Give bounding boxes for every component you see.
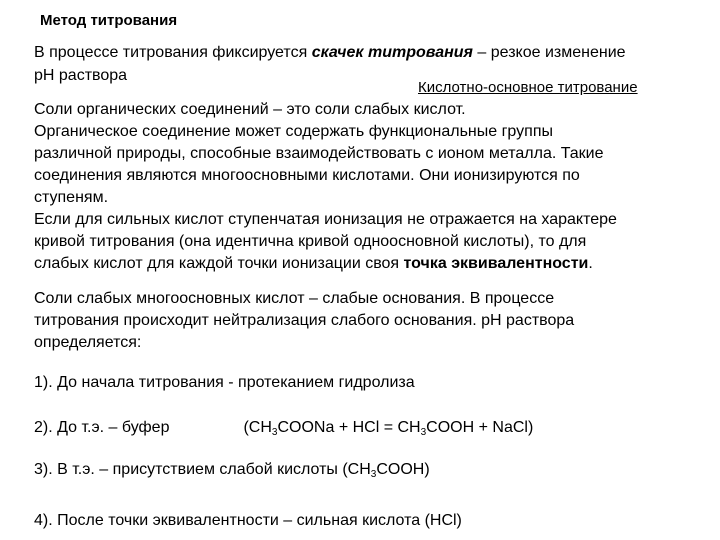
equivalence-point-term: точка эквивалентности	[403, 255, 589, 272]
equation-part: COOH + NaCl)	[426, 419, 534, 436]
section-subtitle: Кислотно-основное титрование	[418, 79, 638, 96]
slide-title: Метод титрования	[40, 12, 178, 29]
paragraph-line	[34, 253, 617, 275]
paragraph-organic-salts	[34, 99, 617, 275]
paragraph-line: определяется:	[34, 334, 142, 351]
equation-part: COONa + HCl = CH	[277, 419, 421, 436]
paragraph-line: соединения являются многоосновными кислотами. Они ионизируются по	[34, 167, 580, 184]
paragraph-line: кривой титрования (она идентична кривой одноосновной кислоты), то для	[34, 233, 587, 250]
paragraph-line: Если для сильных кислот ступенчатая ионизация не отражается на характере	[34, 211, 617, 228]
paragraph-line: Соли органических соединений – это соли слабых кислот.	[34, 101, 466, 118]
list-item-2	[34, 419, 533, 437]
list-item-2-text: 2). До т.э. – буфер	[34, 419, 170, 436]
paragraph-line-end: .	[588, 255, 593, 272]
intro-text-start: В процессе титрования фиксируется	[34, 44, 312, 61]
paragraph-line: титрования происходит нейтрализация слабого основания. рН раствора	[34, 312, 575, 329]
list-item-4: 4). После точки эквивалентности – сильная кислота (HCl)	[34, 512, 462, 529]
list-item-3	[34, 461, 430, 479]
subscript: 3	[420, 427, 427, 438]
subscript: 3	[370, 469, 377, 480]
list-item-3-end: COOH)	[376, 461, 430, 478]
paragraph-line-text: слабых кислот для каждой точки ионизации своя	[34, 255, 404, 272]
list-item-3-text: 3). В т.э. – присутствием слабой кислоты (CH	[34, 461, 371, 478]
intro-text-end: – резкое изменение рН раствора	[34, 44, 626, 84]
paragraph-line: Соли слабых многоосновных кислот – слабые основания. В процессе	[34, 290, 555, 307]
intro-emphasis: скачек титрования	[311, 44, 473, 61]
paragraph-line: различной природы, способные взаимодействовать с ионом металла. Такие	[34, 145, 604, 162]
list-item-1: 1). До начала титрования - протеканием гидролиза	[34, 374, 415, 391]
paragraph-line: Органическое соединение может содержать функциональные группы	[34, 123, 553, 140]
paragraph-weak-bases	[34, 288, 574, 354]
subscript: 3	[271, 427, 278, 438]
buffer-equation	[243, 419, 533, 436]
paragraph-line: ступеням.	[34, 189, 109, 206]
equation-part: (CH	[243, 419, 272, 436]
